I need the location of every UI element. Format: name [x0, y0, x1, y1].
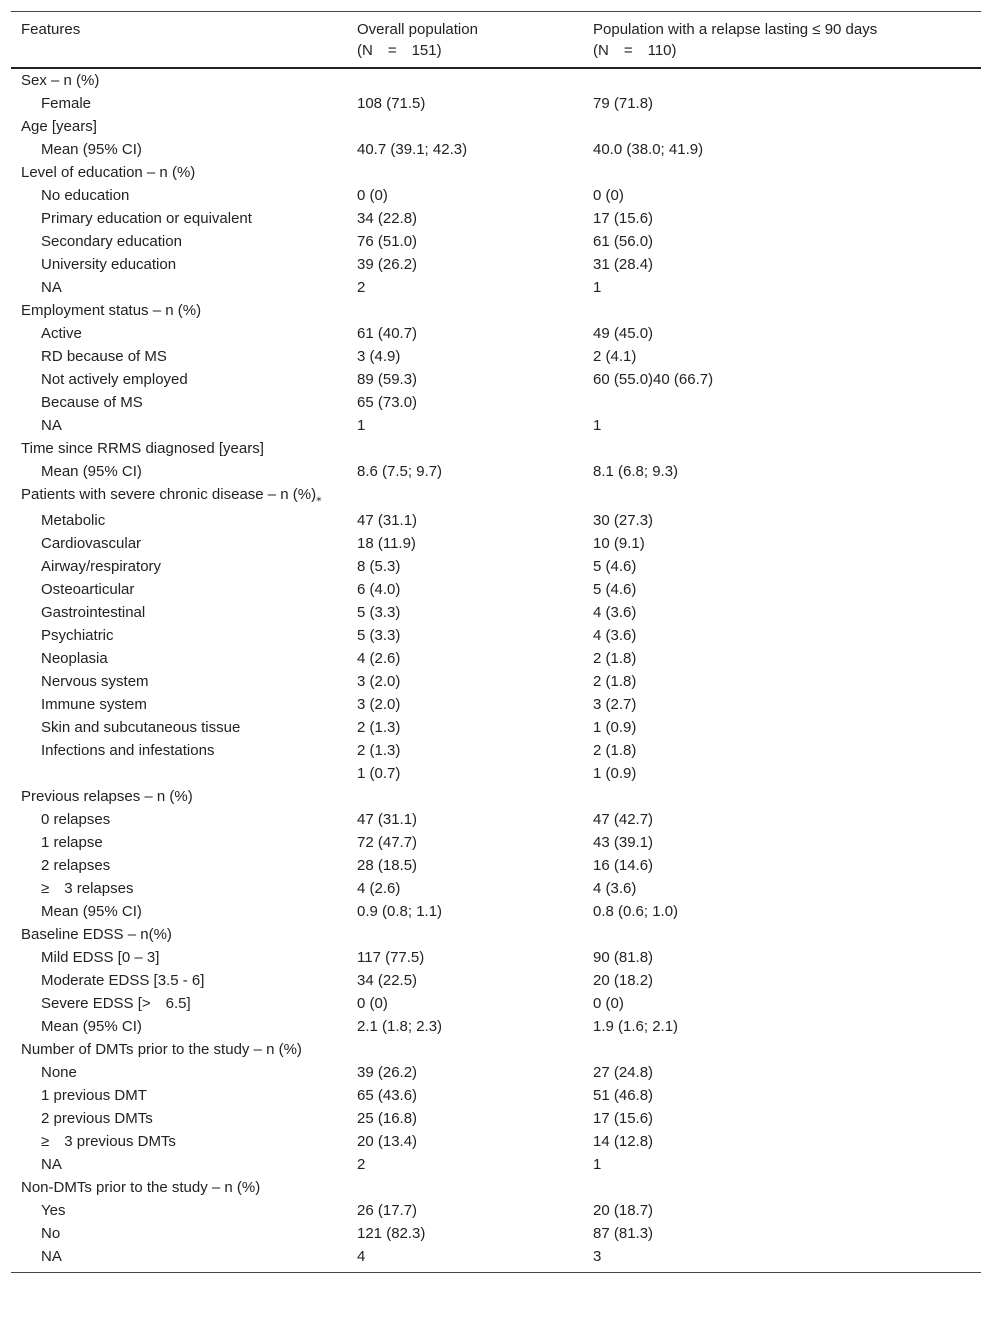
- overall-value: 89 (59.3): [357, 371, 418, 388]
- table-row: [11, 1130, 981, 1153]
- table-row: [11, 184, 981, 207]
- relapse-value: 27 (24.8): [593, 1064, 654, 1081]
- relapse-value: 0 (0): [593, 187, 624, 204]
- empty-cell: [347, 115, 583, 138]
- relapse-value: 31 (28.4): [593, 256, 654, 273]
- row-label: None: [41, 1064, 77, 1081]
- table-row: [11, 647, 981, 670]
- empty-cell: [347, 161, 583, 184]
- row-label: Mean (95% CI): [41, 903, 142, 920]
- relapse-value: 17 (15.6): [593, 210, 654, 227]
- row-label: NA: [41, 417, 62, 434]
- section-label-cell: [11, 923, 347, 946]
- overall-value: 121 (82.3): [357, 1225, 426, 1242]
- relapse-value: 47 (42.7): [593, 811, 654, 828]
- row-label: 1 relapse: [41, 834, 103, 851]
- footnote-marker: ⁎: [316, 492, 322, 504]
- overall-value: 4 (2.6): [357, 880, 401, 897]
- table-row: [11, 1199, 981, 1222]
- relapse-value: 43 (39.1): [593, 834, 654, 851]
- row-label: No: [41, 1225, 61, 1242]
- empty-cell: [347, 437, 583, 460]
- overall-value: 4: [357, 1248, 366, 1265]
- section-row: [11, 923, 981, 946]
- header-relapse-n: (N = 110): [593, 42, 677, 59]
- overall-value: 0 (0): [357, 187, 388, 204]
- table-row: [11, 946, 981, 969]
- relapse-value: 5 (4.6): [593, 581, 637, 598]
- overall-value: 8 (5.3): [357, 558, 401, 575]
- section-label-cell: [11, 115, 347, 138]
- relapse-value: 3 (2.7): [593, 696, 637, 713]
- overall-value: 39 (26.2): [357, 1064, 418, 1081]
- row-label: No education: [41, 187, 130, 204]
- section-label: Number of DMTs prior to the study – n (%): [21, 1041, 302, 1058]
- empty-cell: [347, 299, 583, 322]
- row-label: 1 previous DMT: [41, 1087, 147, 1104]
- row-label: [11, 762, 347, 785]
- overall-value: 108 (71.5): [357, 95, 426, 112]
- overall-value: 2: [357, 279, 366, 296]
- section-label: Sex – n (%): [21, 72, 100, 89]
- relapse-value: [583, 391, 981, 414]
- section-label: Age [years]: [21, 118, 97, 135]
- table-row: [11, 276, 981, 299]
- row-label: ≥ 3 relapses: [41, 880, 134, 897]
- section-label-cell: [11, 437, 347, 460]
- section-row: [11, 437, 981, 460]
- relapse-value: 0 (0): [593, 995, 624, 1012]
- section-label-cell: [11, 1038, 347, 1061]
- section-label: Baseline EDSS – n(%): [21, 926, 172, 943]
- relapse-value: 1: [593, 279, 602, 296]
- header-row: [11, 12, 981, 69]
- row-label: Because of MS: [41, 394, 143, 411]
- section-label: Level of education – n (%): [21, 164, 196, 181]
- baseline-characteristics-table: [11, 11, 981, 1273]
- table-row: [11, 207, 981, 230]
- relapse-value: 2 (1.8): [593, 673, 637, 690]
- overall-value: 34 (22.8): [357, 210, 418, 227]
- row-label: Severe EDSS [> 6.5]: [41, 995, 191, 1012]
- relapse-value: 17 (15.6): [593, 1110, 654, 1127]
- relapse-value: 1: [593, 1156, 602, 1173]
- row-label: NA: [41, 1248, 62, 1265]
- table-row: [11, 762, 981, 785]
- table-row: [11, 509, 981, 532]
- row-label: Immune system: [41, 696, 147, 713]
- header-overall-n: (N = 151): [357, 42, 442, 59]
- relapse-value: 2 (1.8): [593, 742, 637, 759]
- relapse-value: 4 (3.6): [593, 627, 637, 644]
- overall-value: 3 (4.9): [357, 348, 401, 365]
- row-label: Mean (95% CI): [41, 141, 142, 158]
- section-label-cell: [11, 68, 347, 92]
- table-row: [11, 391, 981, 414]
- section-row: [11, 1038, 981, 1061]
- row-label: Nervous system: [41, 673, 149, 690]
- table-row: [11, 460, 981, 483]
- overall-value: 117 (77.5): [357, 949, 425, 966]
- relapse-value: 1.9 (1.6; 2.1): [593, 1018, 679, 1035]
- header-relapse-label: Population with a relapse lasting ≤ 90 days: [593, 21, 878, 38]
- overall-value: 76 (51.0): [357, 233, 418, 250]
- row-label: Infections and infestations: [41, 742, 215, 759]
- relapse-value: 61 (56.0): [593, 233, 654, 250]
- table-row: [11, 854, 981, 877]
- header-overall-label: Overall population: [357, 21, 478, 38]
- overall-value: 0.9 (0.8; 1.1): [357, 903, 443, 920]
- section-label-cell: [11, 1176, 347, 1199]
- table-row: [11, 253, 981, 276]
- relapse-value: 10 (9.1): [593, 535, 645, 552]
- section-row: [11, 1176, 981, 1199]
- section-row: [11, 483, 981, 509]
- header-overall: [347, 12, 583, 69]
- table-row: [11, 969, 981, 992]
- relapse-value: 51 (46.8): [593, 1087, 654, 1104]
- empty-cell: [583, 161, 981, 184]
- overall-value: 20 (13.4): [357, 1133, 418, 1150]
- relapse-value: 49 (45.0): [593, 325, 654, 342]
- overall-value: 18 (11.9): [357, 535, 416, 552]
- table-row: [11, 716, 981, 739]
- table-row: [11, 877, 981, 900]
- section-label: Patients with severe chronic disease – n (%): [21, 486, 317, 503]
- overall-value: 61 (40.7): [357, 325, 418, 342]
- row-label: 0 relapses: [41, 811, 111, 828]
- relapse-value: 1 (0.9): [593, 765, 637, 782]
- overall-value: 65 (73.0): [357, 394, 418, 411]
- empty-cell: [347, 1176, 583, 1199]
- row-label: NA: [41, 279, 62, 296]
- table-row: [11, 1222, 981, 1245]
- table-row: [11, 693, 981, 716]
- overall-value: 2: [357, 1156, 366, 1173]
- row-label: Metabolic: [41, 512, 106, 529]
- overall-value: 5 (3.3): [357, 627, 401, 644]
- table-row: [11, 992, 981, 1015]
- row-label: Secondary education: [41, 233, 182, 250]
- overall-value: 2.1 (1.8; 2.3): [357, 1018, 443, 1035]
- relapse-value: 4 (3.6): [593, 880, 637, 897]
- table-row: [11, 900, 981, 923]
- section-label: Previous relapses – n (%): [21, 788, 193, 805]
- empty-cell: [583, 115, 981, 138]
- section-label: Employment status – n (%): [21, 302, 202, 319]
- row-label: Osteoarticular: [41, 581, 135, 598]
- row-label: Skin and subcutaneous tissue: [41, 719, 241, 736]
- overall-value: 2 (1.3): [357, 719, 401, 736]
- section-label-cell: [11, 299, 347, 322]
- overall-value: 1 (0.7): [357, 765, 401, 782]
- relapse-value: 16 (14.6): [593, 857, 654, 874]
- row-label: 2 previous DMTs: [41, 1110, 153, 1127]
- section-row: [11, 68, 981, 92]
- header-relapse: [583, 12, 981, 69]
- table-row: [11, 92, 981, 115]
- table-row: [11, 1153, 981, 1176]
- section-label-cell: [11, 785, 347, 808]
- table-header: [11, 12, 981, 69]
- table-row: [11, 1061, 981, 1084]
- table-row: [11, 670, 981, 693]
- table-row: [11, 345, 981, 368]
- section-label-cell: [11, 161, 347, 184]
- relapse-value: 87 (81.3): [593, 1225, 654, 1242]
- table-row: [11, 831, 981, 854]
- table-row: [11, 1084, 981, 1107]
- relapse-value: 1: [593, 417, 602, 434]
- row-label: Female: [41, 95, 92, 112]
- row-label: NA: [41, 1156, 62, 1173]
- row-label: Psychiatric: [41, 627, 114, 644]
- empty-cell: [583, 1176, 981, 1199]
- overall-value: 65 (43.6): [357, 1087, 418, 1104]
- empty-cell: [583, 437, 981, 460]
- empty-cell: [347, 923, 583, 946]
- overall-value: 40.7 (39.1; 42.3): [357, 141, 468, 158]
- empty-cell: [583, 785, 981, 808]
- table-row: [11, 322, 981, 345]
- overall-value: 5 (3.3): [357, 604, 401, 621]
- table-body: [11, 68, 981, 1273]
- overall-value: 8.6 (7.5; 9.7): [357, 463, 443, 480]
- overall-value: 39 (26.2): [357, 256, 418, 273]
- section-row: [11, 115, 981, 138]
- table-row: [11, 1015, 981, 1038]
- table-row: [11, 601, 981, 624]
- relapse-value: 60 (55.0)40 (66.7): [593, 371, 714, 388]
- table-container: [11, 11, 981, 1273]
- row-label: Mean (95% CI): [41, 463, 142, 480]
- relapse-value: 8.1 (6.8; 9.3): [593, 463, 679, 480]
- relapse-value: 40.0 (38.0; 41.9): [593, 141, 704, 158]
- relapse-value: 1 (0.9): [593, 719, 637, 736]
- overall-value: 34 (22.5): [357, 972, 418, 989]
- section-row: [11, 299, 981, 322]
- table-row: [11, 739, 981, 762]
- relapse-value: 79 (71.8): [593, 95, 654, 112]
- overall-value: 25 (16.8): [357, 1110, 418, 1127]
- overall-value: 47 (31.1): [357, 811, 418, 828]
- empty-cell: [347, 68, 583, 92]
- table-row: [11, 578, 981, 601]
- relapse-value: 5 (4.6): [593, 558, 637, 575]
- empty-cell: [583, 483, 981, 509]
- overall-value: 0 (0): [357, 995, 388, 1012]
- row-label: University education: [41, 256, 177, 273]
- overall-value: 47 (31.1): [357, 512, 418, 529]
- row-label: Mean (95% CI): [41, 1018, 142, 1035]
- row-label: Primary education or equivalent: [41, 210, 252, 227]
- table-row: [11, 368, 981, 391]
- table-row: [11, 1245, 981, 1273]
- relapse-value: 3: [593, 1248, 602, 1265]
- overall-value: 26 (17.7): [357, 1202, 418, 1219]
- section-row: [11, 785, 981, 808]
- section-label: Time since RRMS diagnosed [years]: [21, 440, 264, 457]
- row-label: Neoplasia: [41, 650, 108, 667]
- row-label: Not actively employed: [41, 371, 188, 388]
- relapse-value: 90 (81.8): [593, 949, 654, 966]
- header-features: [11, 12, 347, 69]
- table-row: [11, 230, 981, 253]
- table-row: [11, 808, 981, 831]
- relapse-value: 2 (1.8): [593, 650, 637, 667]
- table-row: [11, 138, 981, 161]
- row-label: Airway/respiratory: [41, 558, 162, 575]
- section-row: [11, 161, 981, 184]
- table-row: [11, 624, 981, 647]
- row-label: RD because of MS: [41, 348, 167, 365]
- overall-value: 1: [357, 417, 366, 434]
- row-label: Yes: [41, 1202, 66, 1219]
- row-label: Active: [41, 325, 82, 342]
- empty-cell: [583, 1038, 981, 1061]
- relapse-value: 30 (27.3): [593, 512, 654, 529]
- empty-cell: [347, 785, 583, 808]
- empty-cell: [583, 68, 981, 92]
- overall-value: 4 (2.6): [357, 650, 401, 667]
- relapse-value: 20 (18.2): [593, 972, 654, 989]
- section-label: Non-DMTs prior to the study – n (%): [21, 1179, 261, 1196]
- row-label: Mild EDSS [0 – 3]: [41, 949, 160, 966]
- relapse-value: 2 (4.1): [593, 348, 637, 365]
- header-features-label: Features: [21, 21, 81, 38]
- overall-value: 3 (2.0): [357, 673, 401, 690]
- row-label: Cardiovascular: [41, 535, 142, 552]
- table-row: [11, 555, 981, 578]
- overall-value: 3 (2.0): [357, 696, 401, 713]
- overall-value: 6 (4.0): [357, 581, 401, 598]
- empty-cell: [347, 483, 583, 509]
- table-row: [11, 1107, 981, 1130]
- empty-cell: [347, 1038, 583, 1061]
- empty-cell: [583, 299, 981, 322]
- section-label-cell: [11, 483, 347, 509]
- row-label: Moderate EDSS [3.5 - 6]: [41, 972, 205, 989]
- row-label: Gastrointestinal: [41, 604, 146, 621]
- relapse-value: 0.8 (0.6; 1.0): [593, 903, 679, 920]
- relapse-value: 14 (12.8): [593, 1133, 654, 1150]
- row-label: 2 relapses: [41, 857, 111, 874]
- relapse-value: 4 (3.6): [593, 604, 637, 621]
- empty-cell: [583, 923, 981, 946]
- relapse-value: 20 (18.7): [593, 1202, 654, 1219]
- overall-value: 2 (1.3): [357, 742, 401, 759]
- row-label: ≥ 3 previous DMTs: [41, 1133, 176, 1150]
- overall-value: 28 (18.5): [357, 857, 418, 874]
- table-row: [11, 532, 981, 555]
- overall-value: 72 (47.7): [357, 834, 418, 851]
- table-row: [11, 414, 981, 437]
